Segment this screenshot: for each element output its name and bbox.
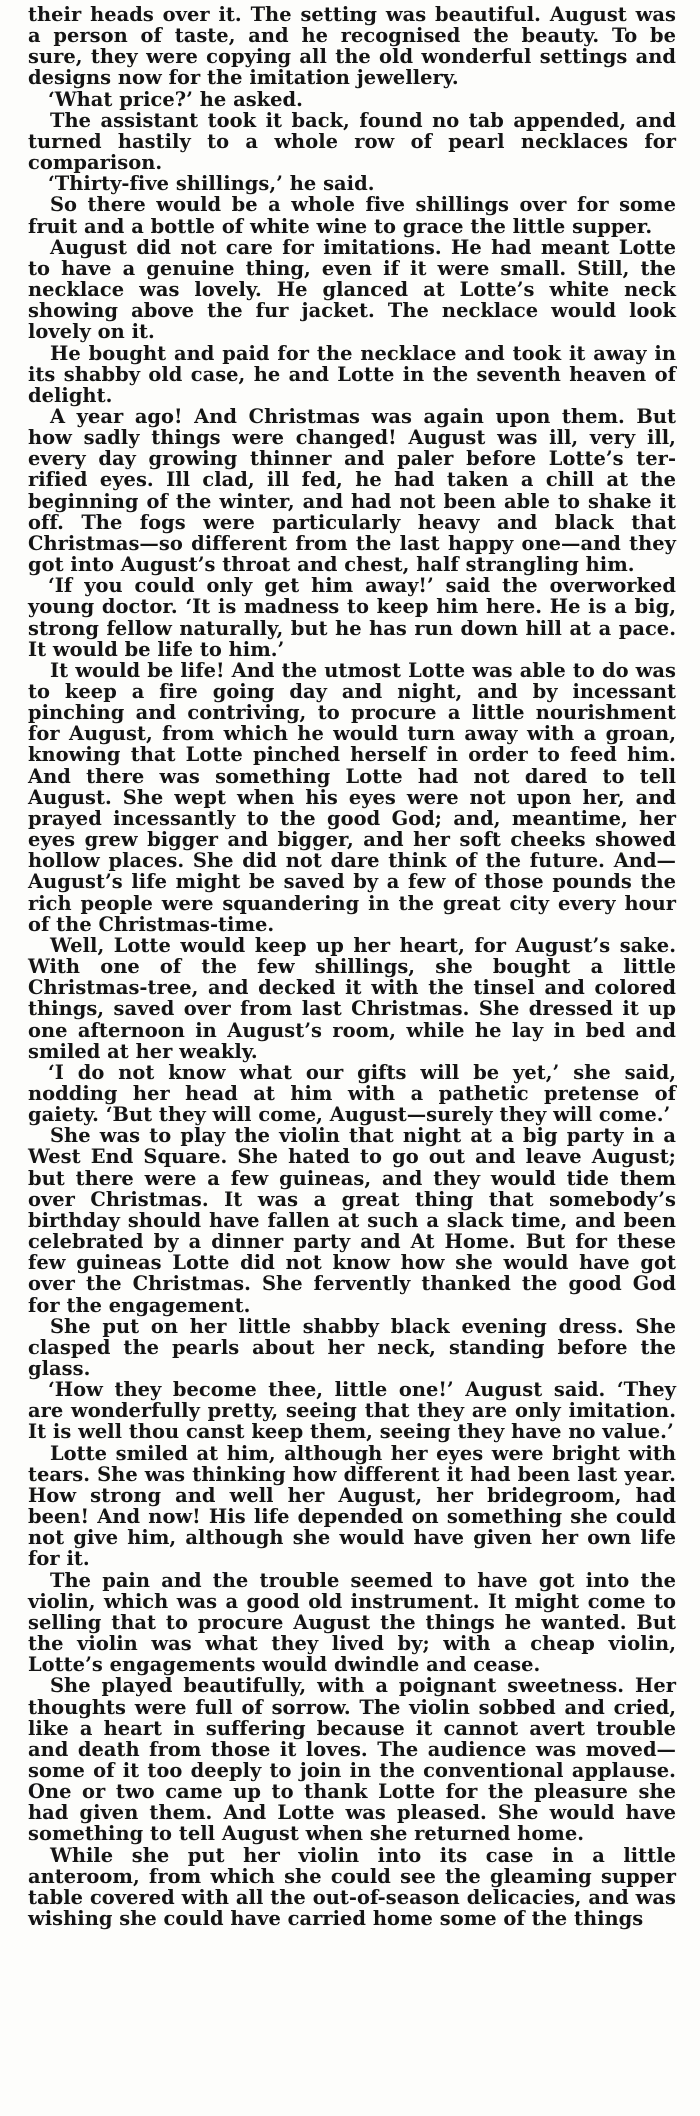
paragraph: ‘What price?’ he asked. <box>48 87 303 111</box>
paragraph: The assistant took it back, found no tab appended, and turned hastily to a whole row of pearl necklaces for comparison. <box>28 108 676 175</box>
paragraph: ‘I do not know what our gifts will be yet,’ she said, nodding her head at him with a pathetic pretense of gaiety. ‘But they will come, August—surely they will come.’ <box>28 1060 676 1127</box>
paragraph: their heads over it. The setting was beautiful. August was a person of taste, and he recognised the beauty. To be sure, they were copying all the old wonderful settings and designs now for the imitation jewellery. <box>28 3 676 90</box>
paragraph: ‘If you could only get him away!’ said the overworked young doctor. ‘It is madness to keep him here. He is a big, strong fellow naturally, but he has run down hill at a pace. It would be life to him.’ <box>28 574 676 661</box>
paragraph: The pain and the trouble seemed to have got into the violin, which was a good old instrument. It might come to selling that to procure August the things he wanted. But the violin was what they lived by; with a cheap violin, Lotte’s engagements would dwindle and cease. <box>28 1568 676 1677</box>
paragraph: It would be life! And the utmost Lotte was able to do was to keep a fire going day and night, and by incessant pinching and contriving, to procure a little nourishment for August, from which he would turn away with a groan, knowing that Lotte pinched herself in order to feed him. And there was something Lotte had not dared to tell August. She wept when his eyes were not upon her, and prayed incessantly to the good God; and, meantime, her eyes grew bigger and bigger, and her soft cheeks showed hollow places. She did not dare think of the future. And—August’s life might be saved by a few of those pounds the rich people were squandering in the great city every hour of the Christmas-time. <box>28 658 676 936</box>
paragraph: ‘How they become thee, little one!’ August said. ‘They are wonderfully pretty, seeing that they are only imitation. It is well thou canst keep them, seeing they have no value.’ <box>28 1378 676 1444</box>
article-column <box>28 4 676 1929</box>
paragraph: August did not care for imitations. He had meant Lotte to have a genuine thing, even if it were small. Still, the necklace was lovely. He glanced at Lotte’s white neck showing above the fur jacket. The necklace would look lovely on it. <box>28 235 676 344</box>
paragraph: Well, Lotte would keep up her heart, for August’s sake. With one of the few shillings, she bought a little Christmas-tree, and decked it with the tinsel and colored things, saved over from last Christmas. She dressed it up one afternoon in August’s room, while he lay in bed and smiled at her weakly. <box>28 933 676 1063</box>
paragraph: While she put her violin into its case in a little anteroom, from which she could see the gleaming supper table covered with all the out-of-season delicacies, and was wishing she could have carried home some of the things <box>28 1843 676 1931</box>
paragraph: A year ago! And Christmas was again upon them. But how sadly things were changed! August was ill, very ill, every day growing thinner and paler before Lotte’s terrified eyes. Ill clad, ill fed, he had taken a chill at the beginning of the winter, and had not been able to shake it off. The fogs were particularly heavy and black that Christmas—so different from the last happy one—and they got into August’s throat and chest, half strangling him. <box>28 404 676 577</box>
paragraph: She put on her little shabby black evening dress. She clasped the pearls about her neck, standing before the glass. <box>28 1314 676 1380</box>
paragraph: She played beautifully, with a poignant sweetness. Her thoughts were full of sorrow. The violin sobbed and cried, like a heart in suffering because it cannot avert trouble and death from those it loves. The audience was moved—some of it too deeply to join in the conventional applause. One or two came up to thank Lotte for the pleasure she had given them. And Lotte was pleased. She would have something to tell August when she returned home. <box>28 1674 676 1846</box>
paragraph: He bought and paid for the necklace and took it away in its shabby old case, he and Lotte in the seventh heaven of delight. <box>28 341 676 407</box>
paragraph: So there would be a whole five shillings over for some fruit and a bottle of white wine to grace the little supper. <box>28 193 676 238</box>
paragraph: Lotte smiled at him, although her eyes were bright with tears. She was thinking how different it had been last year. How strong and well her August, her bridegroom, had been! And now! His life depended on something she could not give him, although she would have given her own life for it. <box>28 1441 676 1571</box>
paragraph: ‘Thirty-five shillings,’ he said. <box>48 172 375 196</box>
paragraph: She was to play the violin that night at a big party in a West End Square. She hated to go out and leave August; but there were a few guineas, and they would tide them over Christmas. It was a great thing that somebody’s birthday should have fallen at such a slack time, and been celebrated by a dinner party and At Home. But for these few guineas Lotte did not know how she would have got over the Christmas. She fervently thanked the good God for the engagement. <box>28 1124 676 1317</box>
